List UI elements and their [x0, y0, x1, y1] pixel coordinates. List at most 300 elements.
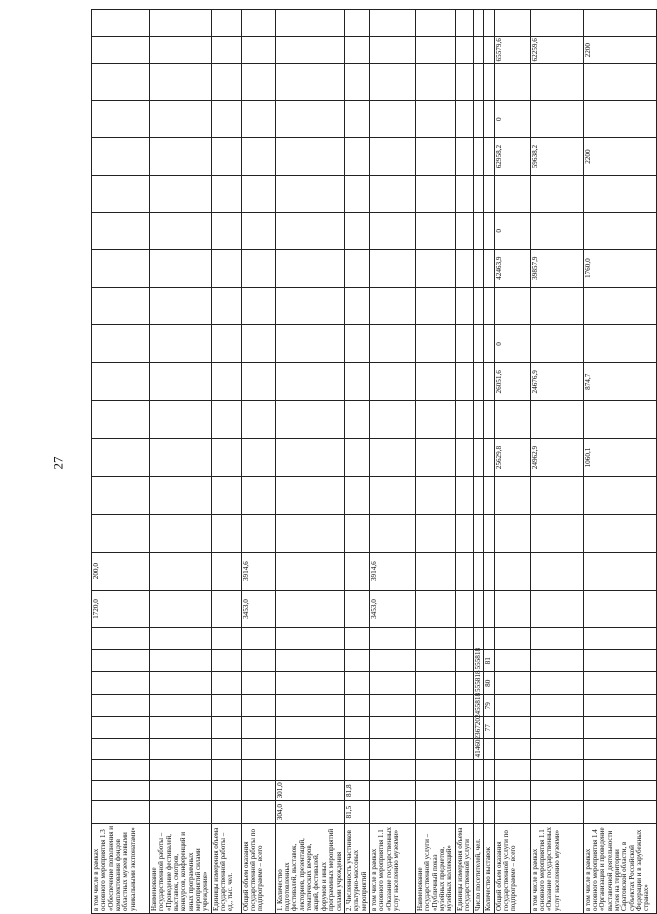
table-row [473, 10, 484, 914]
table-cell [415, 649, 455, 672]
table-cell [369, 212, 415, 249]
table-cell: 3914,6 [241, 552, 275, 590]
table-cell [150, 590, 212, 628]
table-cell [369, 476, 415, 514]
table-cell [415, 694, 455, 717]
table-cell [211, 401, 241, 439]
table-cell [344, 363, 369, 401]
table-cell [275, 628, 344, 649]
table-cell [92, 10, 150, 37]
table-cell [530, 649, 583, 672]
table-cell [92, 780, 150, 800]
table-cell [275, 212, 344, 249]
table-cell [583, 760, 656, 780]
table-cell [344, 760, 369, 780]
row-label: в том числе в рамках основного мероприятия 1.3 «Обеспечение пополнения и комплектования фондов областных музеев новыми уникальными экспонатами» [92, 823, 150, 913]
table-cell [415, 590, 455, 628]
table-cell [484, 801, 495, 824]
table-cell [473, 401, 484, 439]
table-cell [583, 325, 656, 363]
table-cell: 42463,9 [494, 249, 530, 287]
table-row [211, 10, 241, 914]
table-cell [473, 590, 484, 628]
table-cell [241, 36, 275, 64]
table-cell [241, 439, 275, 477]
table-cell [530, 101, 583, 138]
table-cell [275, 717, 344, 738]
table-cell: 24962,9 [530, 439, 583, 477]
table-cell [473, 325, 484, 363]
table-cell [530, 287, 583, 325]
table-cell [344, 590, 369, 628]
table-cell [211, 10, 241, 37]
table-cell [455, 138, 473, 176]
table-cell [92, 64, 150, 101]
row-label: 1. Количество подготовленных фестивалей, выставок, лекториев, презентаций, тематических вечеров, акций, фестивалей, форумов и иных программных мероприятий силами учреждения [275, 823, 344, 913]
table-cell [344, 138, 369, 176]
table-cell [211, 439, 241, 477]
table-cell [150, 628, 212, 649]
table-cell [369, 64, 415, 101]
table-cell [275, 552, 344, 590]
table-cell [92, 439, 150, 477]
table-cell [369, 36, 415, 64]
table-cell [473, 249, 484, 287]
table-cell: 455818 [473, 694, 484, 717]
table-cell [530, 64, 583, 101]
table-cell [241, 10, 275, 37]
table-cell [344, 10, 369, 37]
table-cell [241, 628, 275, 649]
table-cell [369, 738, 415, 759]
table-cell [369, 325, 415, 363]
table-cell [484, 138, 495, 176]
table-cell [415, 249, 455, 287]
table-cell [473, 176, 484, 213]
table-cell [494, 552, 530, 590]
table-cell [494, 760, 530, 780]
table-cell [415, 672, 455, 695]
table-cell [211, 138, 241, 176]
table-cell [530, 10, 583, 37]
table-cell [455, 363, 473, 401]
table-cell [415, 101, 455, 138]
table-cell [275, 287, 344, 325]
table-cell [369, 672, 415, 695]
table-cell [241, 649, 275, 672]
table-cell [583, 401, 656, 439]
table-cell [369, 401, 415, 439]
table-cell [150, 176, 212, 213]
table-cell [241, 64, 275, 101]
table-cell [473, 64, 484, 101]
table-cell [583, 212, 656, 249]
table-cell: 414602 [473, 738, 484, 759]
table-cell: 874,7 [583, 363, 656, 401]
table-cell [415, 212, 455, 249]
table-cell [484, 36, 495, 64]
table-cell: 77 [484, 717, 495, 738]
table-cell [344, 694, 369, 717]
table-cell [211, 36, 241, 64]
table-cell [344, 176, 369, 213]
table-cell [484, 363, 495, 401]
table-cell [241, 801, 275, 824]
table-cell [484, 249, 495, 287]
table-cell [484, 101, 495, 138]
table-cell [455, 672, 473, 695]
table-cell [583, 717, 656, 738]
table-cell [494, 64, 530, 101]
table-cell: 79 [484, 694, 495, 717]
table-cell [211, 101, 241, 138]
table-cell [484, 325, 495, 363]
table-cell [150, 325, 212, 363]
table-cell [150, 717, 212, 738]
table-cell [92, 325, 150, 363]
table-cell [150, 439, 212, 477]
table-cell [150, 212, 212, 249]
table-cell [484, 439, 495, 477]
table-cell [241, 363, 275, 401]
table-cell [415, 287, 455, 325]
table-cell [583, 649, 656, 672]
table-cell [344, 738, 369, 759]
table-cell [211, 287, 241, 325]
table-cell [583, 287, 656, 325]
table-cell [344, 212, 369, 249]
table-cell [211, 780, 241, 800]
table-cell: 59638,2 [530, 138, 583, 176]
table-row [344, 10, 369, 914]
table-cell [530, 760, 583, 780]
table-cell: 2200 [583, 36, 656, 64]
table-cell [494, 649, 530, 672]
row-label: в том числе в рамках основного мероприятия 1.1 «Оказание государственных услуг населению музеями» [369, 823, 415, 913]
table-cell [92, 760, 150, 780]
table-cell [484, 628, 495, 649]
table-cell [275, 401, 344, 439]
table-cell [415, 10, 455, 37]
table-cell [415, 760, 455, 780]
table-cell [275, 138, 344, 176]
table-cell [241, 138, 275, 176]
table-cell [369, 10, 415, 37]
table-cell [530, 628, 583, 649]
table-cell [494, 780, 530, 800]
table-cell [92, 476, 150, 514]
table-cell: 301,0 [275, 780, 344, 800]
table-cell [415, 138, 455, 176]
table-cell [455, 760, 473, 780]
table-cell [275, 64, 344, 101]
table-cell [241, 176, 275, 213]
table-cell [455, 628, 473, 649]
table-cell [241, 101, 275, 138]
table-cell [583, 476, 656, 514]
table-cell [473, 628, 484, 649]
table-cell: 1720,0 [92, 590, 150, 628]
table-cell [415, 717, 455, 738]
table-cell: 0 [494, 325, 530, 363]
table-cell [344, 628, 369, 649]
row-label: в том числе в рамках основного мероприятия 1.1 «Оказание государственных услуг населению музеями» [530, 823, 583, 913]
table-cell [92, 287, 150, 325]
table-cell [494, 287, 530, 325]
table-cell [241, 476, 275, 514]
table-cell [415, 628, 455, 649]
page-number: 27 [50, 456, 66, 470]
table-cell [241, 694, 275, 717]
table-cell [92, 101, 150, 138]
table-cell [211, 801, 241, 824]
table-cell [455, 401, 473, 439]
table-cell [583, 801, 656, 824]
table-cell [455, 738, 473, 759]
table-cell [530, 780, 583, 800]
table-cell [473, 138, 484, 176]
row-label: Единицы измерения объема государственной услуги [455, 823, 473, 913]
table-cell: 304,0 [275, 801, 344, 824]
table-cell [455, 694, 473, 717]
table-cell [455, 780, 473, 800]
table-cell [211, 628, 241, 649]
table-cell [92, 672, 150, 695]
table-cell [583, 101, 656, 138]
table-cell [344, 401, 369, 439]
table-cell [455, 36, 473, 64]
budget-table [91, 9, 657, 914]
table-cell [241, 325, 275, 363]
table-cell [241, 514, 275, 552]
table-cell: 25629,8 [494, 439, 530, 477]
table-cell [211, 176, 241, 213]
table-cell [344, 717, 369, 738]
table-cell [494, 801, 530, 824]
table-cell [473, 212, 484, 249]
table-cell [455, 249, 473, 287]
table-row [369, 10, 415, 914]
table-cell [455, 514, 473, 552]
table-cell [484, 476, 495, 514]
table-cell [415, 439, 455, 477]
table-cell [344, 101, 369, 138]
table-cell [484, 212, 495, 249]
table-cell [530, 672, 583, 695]
table-cell [275, 249, 344, 287]
table-cell [92, 628, 150, 649]
table-cell [344, 552, 369, 590]
table-cell [415, 801, 455, 824]
table-cell [484, 760, 495, 780]
table-row [415, 10, 455, 914]
table-cell [494, 694, 530, 717]
table-cell [369, 249, 415, 287]
table-cell [211, 363, 241, 401]
table-cell [473, 801, 484, 824]
table-cell [92, 363, 150, 401]
table-cell [583, 738, 656, 759]
table-cell [369, 694, 415, 717]
table-cell [415, 36, 455, 64]
table-cell [369, 717, 415, 738]
table-cell [455, 590, 473, 628]
table-cell [211, 64, 241, 101]
table-cell: 62259,6 [530, 36, 583, 64]
table-cell [583, 672, 656, 695]
table-cell [241, 672, 275, 695]
table-cell [473, 10, 484, 37]
table-cell [583, 694, 656, 717]
table-row [530, 10, 583, 914]
table-cell [150, 64, 212, 101]
table-cell [92, 694, 150, 717]
table-cell [484, 287, 495, 325]
table-cell [275, 476, 344, 514]
table-cell [369, 176, 415, 213]
table-cell [344, 476, 369, 514]
table-cell [530, 717, 583, 738]
row-label: Наименование государственной работы – «Проведение фестивалей, выставок, смотров, конкурсов, конференций и иных программных мероприятий силами учреждения» [150, 823, 212, 913]
table-cell [344, 649, 369, 672]
table-cell [211, 649, 241, 672]
table-cell [415, 476, 455, 514]
table-cell [369, 780, 415, 800]
table-cell [369, 439, 415, 477]
table-cell [369, 101, 415, 138]
table-row [150, 10, 212, 914]
table-cell [275, 439, 344, 477]
table-cell [92, 649, 150, 672]
table-cell [484, 514, 495, 552]
table-cell: 555818 [473, 649, 484, 672]
table-cell [344, 672, 369, 695]
table-cell [530, 694, 583, 717]
table-cell: 1760,0 [583, 249, 656, 287]
table-cell [530, 552, 583, 590]
row-label: Количество выставок [484, 823, 495, 913]
table-cell [415, 780, 455, 800]
table-cell [211, 514, 241, 552]
table-cell [484, 590, 495, 628]
table-cell [369, 363, 415, 401]
table-cell: 39857,9 [530, 249, 583, 287]
table-cell [455, 10, 473, 37]
table-cell [275, 590, 344, 628]
row-label: Общий объем оказания государственной работы по подпрограмме – всего [241, 823, 275, 913]
table-cell [530, 801, 583, 824]
table-cell [415, 325, 455, 363]
table-row [241, 10, 275, 914]
table-cell [344, 36, 369, 64]
table-cell [415, 401, 455, 439]
table-cell [455, 476, 473, 514]
table-cell [150, 552, 212, 590]
table-cell [415, 176, 455, 213]
table-cell [494, 176, 530, 213]
table-cell [92, 176, 150, 213]
row-label: Общий объем оказания государственной услуги по подпрограмме – всего [494, 823, 530, 913]
table-row [275, 10, 344, 914]
table-cell [369, 801, 415, 824]
table-cell: 81,5 [344, 801, 369, 824]
table-cell [275, 36, 344, 64]
table-cell [150, 101, 212, 138]
table-cell [241, 717, 275, 738]
table-cell [415, 64, 455, 101]
table-cell [275, 694, 344, 717]
table-cell [473, 514, 484, 552]
table-cell [150, 401, 212, 439]
table-cell [415, 552, 455, 590]
table-cell [211, 590, 241, 628]
table-cell [241, 287, 275, 325]
table-cell [583, 176, 656, 213]
table-cell: 3453,0 [369, 590, 415, 628]
table-cell [344, 64, 369, 101]
table-cell [369, 138, 415, 176]
table-cell [455, 717, 473, 738]
table-cell [275, 325, 344, 363]
table-cell: 200,0 [92, 552, 150, 590]
rotated-table-sheet [91, 9, 651, 914]
table-cell [150, 249, 212, 287]
table-cell [211, 249, 241, 287]
table-cell: 3914,6 [369, 552, 415, 590]
table-cell [369, 287, 415, 325]
table-cell [455, 287, 473, 325]
table-cell [494, 717, 530, 738]
table-cell [275, 514, 344, 552]
table-cell [275, 672, 344, 695]
table-row [92, 10, 150, 914]
table-cell [484, 738, 495, 759]
table-cell [583, 780, 656, 800]
table-cell: 3453,0 [241, 590, 275, 628]
table-cell [150, 760, 212, 780]
table-cell [241, 738, 275, 759]
table-cell [473, 760, 484, 780]
table-cell [150, 138, 212, 176]
table-cell [415, 514, 455, 552]
table-cell [211, 476, 241, 514]
table-cell [455, 64, 473, 101]
table-cell [150, 672, 212, 695]
row-label: Единицы измерения объема государственной работы – ед., тыс. чел. [211, 823, 241, 913]
table-cell [275, 649, 344, 672]
table-row [494, 10, 530, 914]
table-cell [92, 36, 150, 64]
table-cell [530, 738, 583, 759]
table-cell [583, 514, 656, 552]
table-cell [530, 325, 583, 363]
table-cell [211, 552, 241, 590]
table-cell [92, 401, 150, 439]
table-cell [455, 649, 473, 672]
table-cell [473, 552, 484, 590]
table-cell [92, 738, 150, 759]
table-cell [211, 694, 241, 717]
table-cell [150, 10, 212, 37]
table-cell [530, 590, 583, 628]
table-cell [455, 176, 473, 213]
table-cell [211, 325, 241, 363]
table-cell [530, 176, 583, 213]
table-cell [241, 760, 275, 780]
table-cell [494, 401, 530, 439]
table-cell [369, 628, 415, 649]
table-cell [473, 476, 484, 514]
